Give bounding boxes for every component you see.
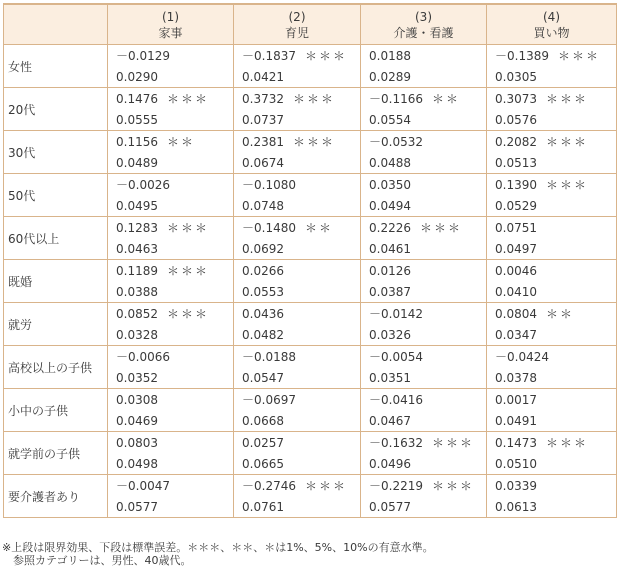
table-row (4, 88, 617, 110)
coef-cell (361, 174, 487, 196)
table-row (4, 217, 617, 239)
coef-cell (361, 217, 487, 239)
se-cell: 0.0496 (361, 453, 487, 475)
coef-value: 0.1283 (116, 221, 158, 235)
coef-value: 0.2226 (369, 221, 411, 235)
header-col-1-label: 家事 (158, 25, 183, 40)
table-row (4, 432, 617, 454)
header-col-2-num: (2) (288, 9, 306, 24)
coef-value: 0.0436 (242, 306, 284, 321)
table-footnote (2, 541, 434, 567)
se-cell: 0.0761 (234, 496, 361, 518)
coef-value: －0.0697 (242, 393, 296, 407)
row-label: 小中の子供 (4, 389, 108, 432)
coef-value: －0.0142 (369, 307, 423, 321)
coef-cell (234, 346, 361, 368)
se-cell: 0.0547 (234, 367, 361, 389)
significance-stars: ＊＊＊ (167, 92, 210, 106)
coef-cell (361, 389, 487, 411)
significance-stars: ＊＊＊ (293, 92, 336, 106)
coef-value: 0.0126 (369, 263, 411, 278)
se-cell: 0.0665 (234, 453, 361, 475)
coef-value: 0.0803 (116, 435, 158, 450)
coef-cell (234, 475, 361, 497)
coef-cell (108, 260, 234, 282)
header-corner (4, 4, 108, 45)
table-row (4, 475, 617, 497)
coef-value: 0.0266 (242, 263, 284, 278)
coef-value: －0.0129 (116, 49, 170, 63)
significance-stars: ＊＊ (167, 135, 196, 149)
coef-value: －0.2219 (369, 479, 423, 493)
coef-value: 0.0339 (495, 478, 537, 493)
header-col-4 (487, 4, 617, 45)
coef-value: 0.0751 (495, 220, 537, 235)
se-cell: 0.0482 (234, 324, 361, 346)
coef-value: －0.1632 (369, 436, 423, 450)
se-cell: 0.0494 (361, 195, 487, 217)
coef-value: －0.1080 (242, 178, 296, 192)
coef-cell (234, 45, 361, 67)
coef-value: 0.0017 (495, 392, 537, 407)
significance-stars: ＊＊＊ (293, 135, 336, 149)
table-row (4, 260, 617, 282)
coef-value: 0.0257 (242, 435, 284, 450)
coef-cell (108, 217, 234, 239)
significance-stars: ＊＊＊ (432, 436, 475, 450)
coef-cell (487, 131, 617, 153)
coef-value: 0.0350 (369, 177, 411, 192)
coef-cell (108, 174, 234, 196)
coef-value: －0.0066 (116, 350, 170, 364)
se-cell: 0.0488 (361, 152, 487, 174)
se-cell: 0.0351 (361, 367, 487, 389)
coef-cell (234, 260, 361, 282)
footnote-line-2: 参照カテゴリーは、男性、40歳代。 (2, 554, 192, 567)
coef-value: －0.0532 (369, 135, 423, 149)
coef-value: 0.1473 (495, 436, 537, 450)
significance-stars: ＊＊＊ (546, 436, 589, 450)
table-row (4, 303, 617, 325)
coef-cell (361, 432, 487, 454)
row-label: 就学前の子供 (4, 432, 108, 475)
coef-cell (487, 346, 617, 368)
se-cell: 0.0577 (361, 496, 487, 518)
header-col-1-num: (1) (162, 9, 179, 24)
se-cell: 0.0421 (234, 66, 361, 88)
significance-stars: ＊＊＊ (167, 307, 210, 321)
se-cell: 0.0410 (487, 281, 617, 303)
coef-value: 0.0046 (495, 263, 537, 278)
coef-cell (234, 174, 361, 196)
se-cell: 0.0498 (108, 453, 234, 475)
se-cell: 0.0692 (234, 238, 361, 260)
significance-stars: ＊＊ (432, 92, 461, 106)
se-cell: 0.0577 (108, 496, 234, 518)
se-cell: 0.0495 (108, 195, 234, 217)
coef-value: 0.1156 (116, 135, 158, 149)
significance-stars: ＊＊ (546, 307, 575, 321)
se-cell: 0.0529 (487, 195, 617, 217)
coef-cell (487, 45, 617, 67)
se-cell: 0.0328 (108, 324, 234, 346)
significance-stars: ＊＊＊ (546, 178, 589, 192)
se-cell: 0.0491 (487, 410, 617, 432)
coef-value: －0.0424 (495, 350, 549, 364)
coef-cell (234, 217, 361, 239)
se-cell: 0.0555 (108, 109, 234, 131)
coef-value: 0.3073 (495, 92, 537, 106)
se-cell: 0.0668 (234, 410, 361, 432)
table-row (4, 346, 617, 368)
coef-value: －0.0416 (369, 393, 423, 407)
significance-stars: ＊＊＊ (305, 479, 348, 493)
se-cell: 0.0748 (234, 195, 361, 217)
se-cell: 0.0497 (487, 238, 617, 260)
row-label: 就労 (4, 303, 108, 346)
coef-cell (487, 303, 617, 325)
coef-value: 0.2381 (242, 135, 284, 149)
se-cell: 0.0553 (234, 281, 361, 303)
se-cell: 0.0387 (361, 281, 487, 303)
coef-cell (361, 131, 487, 153)
coef-value: －0.0026 (116, 178, 170, 192)
coef-cell (487, 432, 617, 454)
table-body (4, 45, 617, 518)
coef-value: －0.1480 (242, 221, 296, 235)
significance-stars: ＊＊＊ (546, 92, 589, 106)
coef-cell (234, 432, 361, 454)
coef-cell (108, 131, 234, 153)
se-cell: 0.0467 (361, 410, 487, 432)
significance-stars: ＊＊＊ (432, 479, 475, 493)
significance-stars: ＊＊＊ (420, 221, 463, 235)
coef-cell (234, 389, 361, 411)
coef-cell (108, 303, 234, 325)
header-col-1 (108, 4, 234, 45)
row-label: 高校以上の子供 (4, 346, 108, 389)
coef-value: 0.1476 (116, 92, 158, 106)
header-col-4-label: 買い物 (533, 25, 570, 40)
se-cell: 0.0554 (361, 109, 487, 131)
regression-table (3, 3, 617, 518)
se-cell: 0.0305 (487, 66, 617, 88)
se-cell: 0.0290 (108, 66, 234, 88)
coef-cell (108, 88, 234, 110)
table-header (4, 4, 617, 45)
header-col-2-label: 育児 (284, 25, 309, 40)
se-cell: 0.0289 (361, 66, 487, 88)
significance-stars: ＊＊＊ (167, 264, 210, 278)
coef-value: 0.0308 (116, 392, 158, 407)
coef-value: 0.0852 (116, 307, 158, 321)
footnote-line-1: ※上段は限界効果、下段は標準誤差。＊＊＊、＊＊、＊は1%、5%、10%の有意水準。 (2, 541, 434, 554)
row-label: 60代以上 (4, 217, 108, 260)
coef-cell (487, 260, 617, 282)
coef-cell (487, 475, 617, 497)
coef-value: 0.3732 (242, 92, 284, 106)
se-cell: 0.0347 (487, 324, 617, 346)
coef-value: －0.1166 (369, 92, 423, 106)
row-label: 女性 (4, 45, 108, 88)
row-label: 30代 (4, 131, 108, 174)
significance-stars: ＊＊＊ (558, 49, 601, 63)
coef-cell (361, 45, 487, 67)
se-cell: 0.0510 (487, 453, 617, 475)
coef-value: 0.2082 (495, 135, 537, 149)
row-label: 50代 (4, 174, 108, 217)
se-cell: 0.0326 (361, 324, 487, 346)
coef-value: 0.1189 (116, 264, 158, 278)
coef-cell (487, 174, 617, 196)
significance-stars: ＊＊＊ (305, 49, 348, 63)
header-col-3-label: 介護・看護 (393, 25, 454, 40)
se-cell: 0.0576 (487, 109, 617, 131)
table-row (4, 131, 617, 153)
coef-value: 0.0804 (495, 307, 537, 321)
coef-cell (234, 131, 361, 153)
header-col-3 (361, 4, 487, 45)
header-col-2 (234, 4, 361, 45)
coef-cell (361, 475, 487, 497)
coef-value: －0.0047 (116, 479, 170, 493)
coef-cell (108, 346, 234, 368)
header-col-3-num: (3) (415, 9, 432, 24)
coef-value: －0.0054 (369, 350, 423, 364)
coef-cell (361, 88, 487, 110)
table-row (4, 45, 617, 67)
coef-value: －0.1389 (495, 49, 549, 63)
row-label: 20代 (4, 88, 108, 131)
se-cell: 0.0513 (487, 152, 617, 174)
table-row (4, 389, 617, 411)
coef-value: 0.0188 (369, 48, 411, 63)
table-row (4, 174, 617, 196)
coef-cell (108, 389, 234, 411)
se-cell: 0.0378 (487, 367, 617, 389)
significance-stars: ＊＊＊ (546, 135, 589, 149)
coef-cell (487, 88, 617, 110)
coef-cell (108, 475, 234, 497)
se-cell: 0.0613 (487, 496, 617, 518)
se-cell: 0.0469 (108, 410, 234, 432)
coef-cell (487, 389, 617, 411)
coef-value: 0.1390 (495, 178, 537, 192)
se-cell: 0.0489 (108, 152, 234, 174)
coef-cell (234, 303, 361, 325)
significance-stars: ＊＊ (305, 221, 334, 235)
se-cell: 0.0352 (108, 367, 234, 389)
coef-value: －0.2746 (242, 479, 296, 493)
row-label: 要介護者あり (4, 475, 108, 518)
row-label: 既婚 (4, 260, 108, 303)
se-cell: 0.0463 (108, 238, 234, 260)
coef-value: －0.0188 (242, 350, 296, 364)
se-cell: 0.0737 (234, 109, 361, 131)
se-cell: 0.0461 (361, 238, 487, 260)
significance-stars: ＊＊＊ (167, 221, 210, 235)
coef-cell (108, 45, 234, 67)
coef-cell (487, 217, 617, 239)
coef-cell (108, 432, 234, 454)
coef-cell (234, 88, 361, 110)
coef-cell (361, 346, 487, 368)
coef-value: －0.1837 (242, 49, 296, 63)
coef-cell (361, 260, 487, 282)
se-cell: 0.0674 (234, 152, 361, 174)
coef-cell (361, 303, 487, 325)
se-cell: 0.0388 (108, 281, 234, 303)
header-col-4-num: (4) (543, 9, 560, 24)
